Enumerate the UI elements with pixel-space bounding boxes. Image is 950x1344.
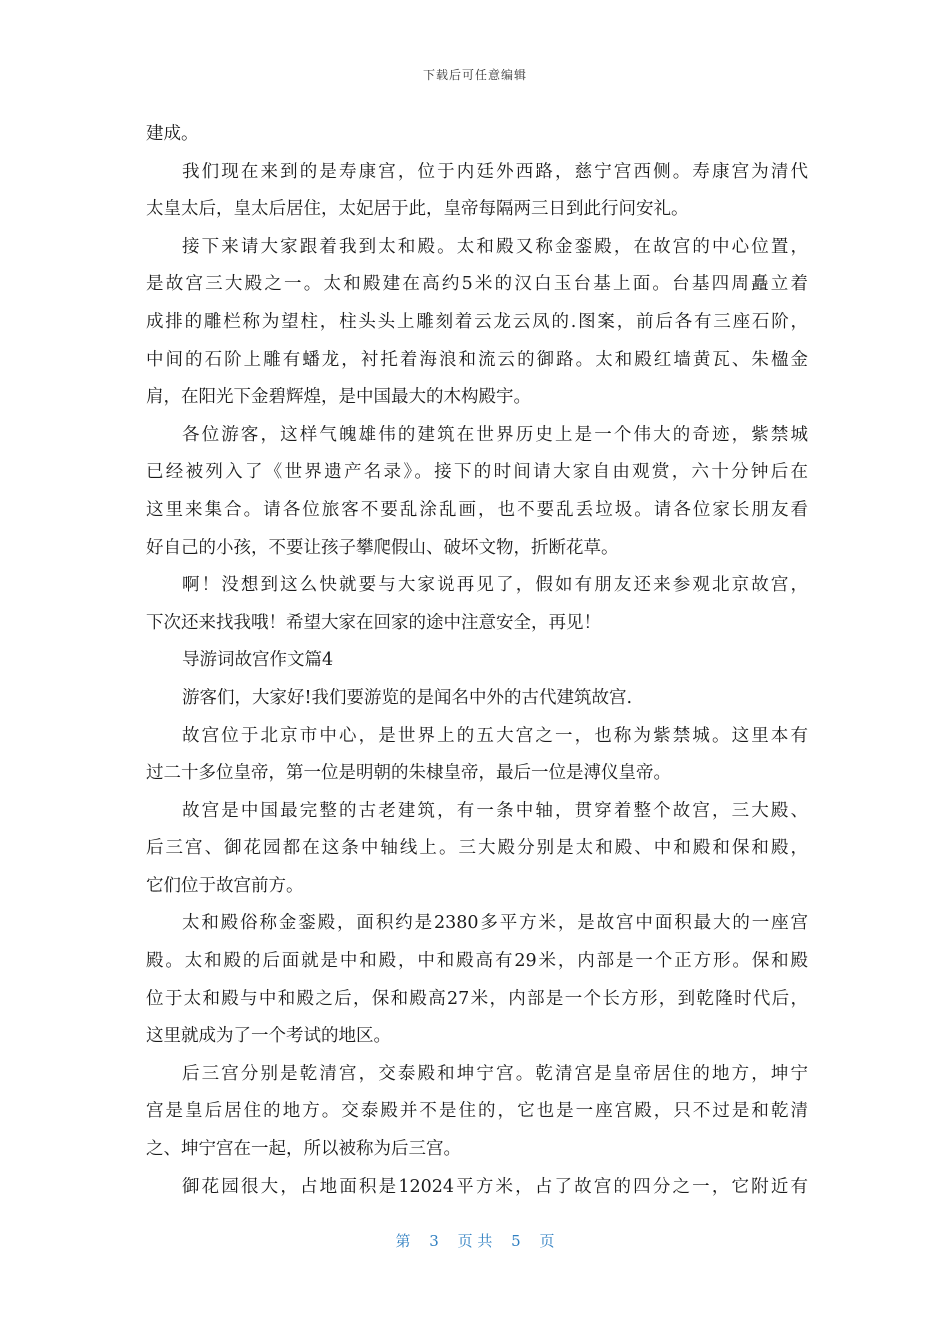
text-line: 太和殿俗称金銮殿，面积约是2380多平方米，是故宫中面积最大的一座宫 <box>182 913 808 934</box>
text-line: 是故宫三大殿之一。太和殿建在高约5米的汉白玉台基上面。台基四周矗立着 <box>146 274 808 295</box>
text-line: 中间的石阶上雕有蟠龙，衬托着海浪和流云的御路。太和殿红墙黄瓦、朱楹金 <box>146 349 808 370</box>
text-line: 御花园很大，占地面积是12024平方米，占了故宫的四分之一，它附近有 <box>182 1176 808 1197</box>
text-line: 后三宫分别是乾清宫，交泰殿和坤宁宫。乾清宫是皇帝居住的地方，坤宁 <box>182 1063 808 1084</box>
text-line: 肩，在阳光下金碧辉煌，是中国最大的木构殿宇。 <box>146 387 531 408</box>
text-line: 各位游客，这样气魄雄伟的建筑在世界历史上是一个伟大的奇迹，紫禁城 <box>182 424 808 445</box>
text-line: 它们位于故宫前方。 <box>146 875 304 896</box>
text-line: 成排的雕栏称为望柱，柱头头上雕刻着云龙云凤的.图案，前后各有三座石阶， <box>146 311 808 332</box>
text-line: 之、坤宁宫在一起，所以被称为后三宫。 <box>146 1139 461 1160</box>
text-line: 下次还来找我哦！希望大家在回家的途中注意安全，再见！ <box>146 612 601 633</box>
text-line: 故宫是中国最完整的古老建筑，有一条中轴，贯穿着整个故宫，三大殿、 <box>182 800 808 821</box>
text-line: 啊！没想到这么快就要与大家说再见了，假如有朋友还来参观北京故宫， <box>182 575 808 596</box>
text-line: 这里就成为了一个考试的地区。 <box>146 1026 391 1047</box>
text-line: 故宫位于北京市中心，是世界上的五大宫之一，也称为紫禁城。这里本有 <box>182 725 808 746</box>
text-line: 好自己的小孩，不要让孩子攀爬假山、破坏文物，折断花草。 <box>146 537 619 558</box>
text-line: 宫是皇后居住的地方。交泰殿并不是住的，它也是一座宫殿，只不过是和乾清 <box>146 1101 808 1122</box>
text-line: 这里来集合。请各位旅客不要乱涂乱画，也不要乱丢垃圾。请各位家长朋友看 <box>146 499 808 520</box>
text-line: 后三宫、御花园都在这条中轴线上。三大殿分别是太和殿、中和殿和保和殿， <box>146 838 808 859</box>
footer-total-pages: 5 <box>511 1232 521 1250</box>
text-line: 已经被列入了《世界遗产名录》。接下的时间请大家自由观赏，六十分钟后在 <box>146 462 808 483</box>
text-line: 位于太和殿与中和殿之后，保和殿高27米，内部是一个长方形，到乾隆时代后， <box>146 988 808 1009</box>
page-footer <box>0 1230 950 1251</box>
footer-page-suffix: 页 <box>539 1232 555 1250</box>
text-line: 太皇太后，皇太后居住，太妃居于此，皇帝每隔两三日到此行问安礼。 <box>146 199 689 220</box>
footer-page-word: 第 <box>395 1232 411 1250</box>
text-line: 导游词故宫作文篇4 <box>182 650 334 671</box>
text-line: 我们现在来到的是寿康宫，位于内廷外西路，慈宁宫西侧。寿康宫为清代 <box>182 161 808 182</box>
page-header: 下载后可任意编辑 <box>422 68 527 82</box>
footer-page-number: 3 <box>429 1232 439 1250</box>
text-line: 殿。太和殿的后面就是中和殿，中和殿高有29米，内部是一个正方形。保和殿 <box>146 951 808 972</box>
text-line: 建成。 <box>146 124 199 144</box>
text-line: 游客们，大家好!我们要游览的是闻名中外的古代建筑故宫. <box>182 687 633 708</box>
text-line: 接下来请大家跟着我到太和殿。太和殿又称金銮殿，在故宫的中心位置， <box>182 236 808 257</box>
text-line: 过二十多位皇帝，第一位是明朝的朱棣皇帝，最后一位是溥仪皇帝。 <box>146 763 671 784</box>
document-body <box>146 116 808 1206</box>
footer-total-prefix: 页 共 <box>457 1232 493 1250</box>
